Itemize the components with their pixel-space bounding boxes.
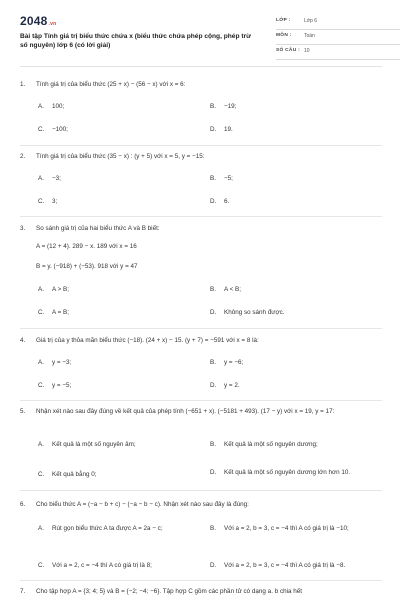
- question-5: [20, 407, 382, 416]
- answer-option-d[interactable]: [210, 308, 370, 317]
- option-text: y = −3;: [52, 359, 72, 366]
- answer-option-a[interactable]: [38, 174, 198, 183]
- question-1: [20, 80, 382, 89]
- answer-option-a[interactable]: [38, 102, 198, 111]
- question-text: Giá trị của y thỏa mãn biểu thức (−18). (24 + x) − 15. (y + 7) = −591 với x = 8 là:: [36, 337, 259, 344]
- option-letter: B.: [210, 103, 216, 110]
- option-letter: A.: [38, 175, 44, 182]
- option-letter: D.: [210, 382, 217, 389]
- meta-value: Lớp 6: [304, 18, 318, 24]
- answer-option-b[interactable]: [210, 440, 370, 449]
- answer-option-b[interactable]: [210, 285, 370, 294]
- question-text: So sánh giá trị của hai biểu thức A và B biết:: [36, 225, 160, 232]
- option-text: Kết quả bằng 0;: [52, 471, 97, 478]
- answer-option-d[interactable]: [210, 561, 370, 570]
- option-text: 100;: [52, 103, 65, 110]
- question-divider: [20, 216, 382, 217]
- answer-option-c[interactable]: [38, 125, 198, 134]
- option-text: A > B;: [52, 286, 69, 293]
- answer-option-d[interactable]: [210, 125, 370, 134]
- option-letter: D.: [210, 309, 217, 316]
- question-stem: [20, 587, 382, 596]
- answer-option-d[interactable]: [210, 381, 370, 390]
- logo-suffix: .vn: [48, 21, 57, 27]
- option-text: y = −6;: [224, 359, 244, 366]
- answer-option-c[interactable]: [38, 308, 198, 317]
- question-6: [20, 500, 382, 509]
- option-text: y = −5;: [52, 382, 72, 389]
- meta-key: MÔN :: [276, 33, 292, 38]
- option-letter: D.: [210, 126, 217, 133]
- option-text: A < B;: [224, 286, 241, 293]
- option-letter: C.: [38, 198, 45, 205]
- question-text: Tính giá trị của biểu thức (35 − x) : (y + 5) với x = 5, y = −15:: [36, 153, 205, 160]
- worksheet-meta: [276, 15, 400, 60]
- option-text: Với a = 2, b = 3, c = −4 thì A có giá trị là −10;: [224, 525, 349, 532]
- meta-key: SỐ CÂU :: [276, 48, 300, 53]
- logo-text: 2048: [20, 14, 48, 28]
- question-stem: [20, 336, 382, 345]
- option-text: −5;: [224, 175, 233, 182]
- question-4: [20, 336, 382, 345]
- answer-option-a[interactable]: [38, 524, 198, 533]
- answer-option-c[interactable]: [38, 197, 198, 206]
- option-text: 3;: [52, 198, 58, 205]
- question-condition-line: B = y. (−918) + (−53). 918 với y = 47: [36, 263, 138, 270]
- answer-option-c[interactable]: [38, 381, 198, 390]
- answer-option-a[interactable]: [38, 358, 198, 367]
- option-text: −100;: [52, 126, 68, 133]
- meta-key: LỚP :: [276, 18, 291, 23]
- option-letter: D.: [210, 198, 217, 205]
- option-text: 19.: [224, 126, 233, 133]
- option-letter: A.: [38, 286, 44, 293]
- question-stem: [20, 224, 382, 233]
- question-number: 4.: [20, 337, 26, 344]
- question-divider: [20, 328, 382, 329]
- option-text: A = B;: [52, 309, 69, 316]
- option-letter: B.: [210, 286, 216, 293]
- option-text: Rút gọn biểu thức A ta được A = 2a − c;: [52, 525, 163, 532]
- worksheet-title: Bài tập Tính giá trị biểu thức chứa x (biểu thức chứa phép cộng, phép trừ số nguyên) lớp 6 (có lời giải): [20, 33, 251, 49]
- answer-option-c[interactable]: [38, 470, 198, 479]
- question-text: Cho biểu thức A = (−a − b + c) − (−a − b − c). Nhận xét nào sau đây là đúng:: [36, 501, 249, 508]
- option-text: Kết quả là một số nguyên dương;: [224, 441, 318, 448]
- site-logo[interactable]: [20, 14, 56, 28]
- meta-row-subject: [276, 30, 400, 45]
- option-letter: A.: [38, 103, 44, 110]
- question-number: 1.: [20, 81, 26, 88]
- option-text: −19;: [224, 103, 237, 110]
- option-letter: C.: [38, 471, 45, 478]
- question-divider: [20, 490, 382, 491]
- option-letter: B.: [210, 359, 216, 366]
- question-divider: [20, 400, 382, 401]
- question-stem: [20, 500, 382, 509]
- option-letter: A.: [38, 359, 44, 366]
- meta-row-count: [276, 45, 400, 60]
- option-text: Với a = 2, b = 3, c = −4 thì A có giá trị là −8.: [224, 562, 346, 569]
- question-number: 6.: [20, 501, 26, 508]
- question-stem: [20, 407, 382, 416]
- option-letter: D.: [210, 562, 217, 569]
- question-number: 5.: [20, 408, 26, 415]
- meta-value: Toán: [304, 33, 315, 39]
- option-text: y = 2.: [224, 382, 240, 389]
- answer-option-b[interactable]: [210, 102, 370, 111]
- option-text: Kết quả là một số nguyên âm;: [52, 441, 136, 448]
- option-letter: B.: [210, 441, 216, 448]
- option-letter: C.: [38, 126, 45, 133]
- answer-option-d[interactable]: [210, 468, 370, 477]
- worksheet-header: [20, 14, 382, 60]
- answer-option-b[interactable]: [210, 358, 370, 367]
- question-stem: [20, 80, 382, 89]
- question-2: [20, 152, 382, 161]
- meta-row-grade: [276, 15, 400, 30]
- option-letter: C.: [38, 382, 45, 389]
- option-text: Kết quả là một số nguyên dương lớn hơn 10.: [224, 469, 351, 476]
- answer-option-a[interactable]: [38, 285, 198, 294]
- option-text: −3;: [52, 175, 61, 182]
- option-letter: A.: [38, 441, 44, 448]
- answer-option-a[interactable]: [38, 440, 198, 449]
- option-text: 6.: [224, 198, 230, 205]
- question-stem: [20, 152, 382, 161]
- option-letter: B.: [210, 525, 216, 532]
- option-letter: D.: [210, 469, 217, 476]
- question-text: Cho tập hợp A = {3; 4; 5} và B = {−2; −4; −6}. Tập hợp C gồm các phần tử có dạng a. b chia hết: [36, 588, 302, 595]
- option-letter: A.: [38, 525, 44, 532]
- question-number: 3.: [20, 225, 26, 232]
- answer-option-d[interactable]: [210, 197, 370, 206]
- answer-option-b[interactable]: [210, 524, 370, 533]
- question-3: [20, 224, 382, 233]
- question-text: Tính giá trị của biểu thức (25 + x) − (56 − x) với x = 6:: [36, 81, 186, 88]
- question-number: 2.: [20, 153, 26, 160]
- answer-option-c[interactable]: [38, 561, 198, 570]
- question-divider: [20, 145, 382, 146]
- option-letter: C.: [38, 309, 45, 316]
- option-letter: B.: [210, 175, 216, 182]
- question-text: Nhận xét nào sau đây đúng về kết quả của phép tính (−651 + x). (−5181 + 493). (17 − y) với x = 19, y = 17:: [36, 408, 335, 415]
- option-letter: C.: [38, 562, 45, 569]
- question-divider: [20, 580, 382, 581]
- question-number: 7.: [20, 588, 26, 595]
- option-text: Với a = 2, c = −4 thì A có giá trị là 8;: [52, 562, 152, 569]
- question-7: [20, 587, 382, 596]
- question-condition-line: A = (12 + 4). 289 − x. 189 với x = 16: [36, 243, 137, 250]
- meta-value: 10: [304, 48, 310, 54]
- answer-option-b[interactable]: [210, 174, 370, 183]
- header-divider: [20, 66, 382, 67]
- option-text: Không so sánh được.: [224, 309, 285, 316]
